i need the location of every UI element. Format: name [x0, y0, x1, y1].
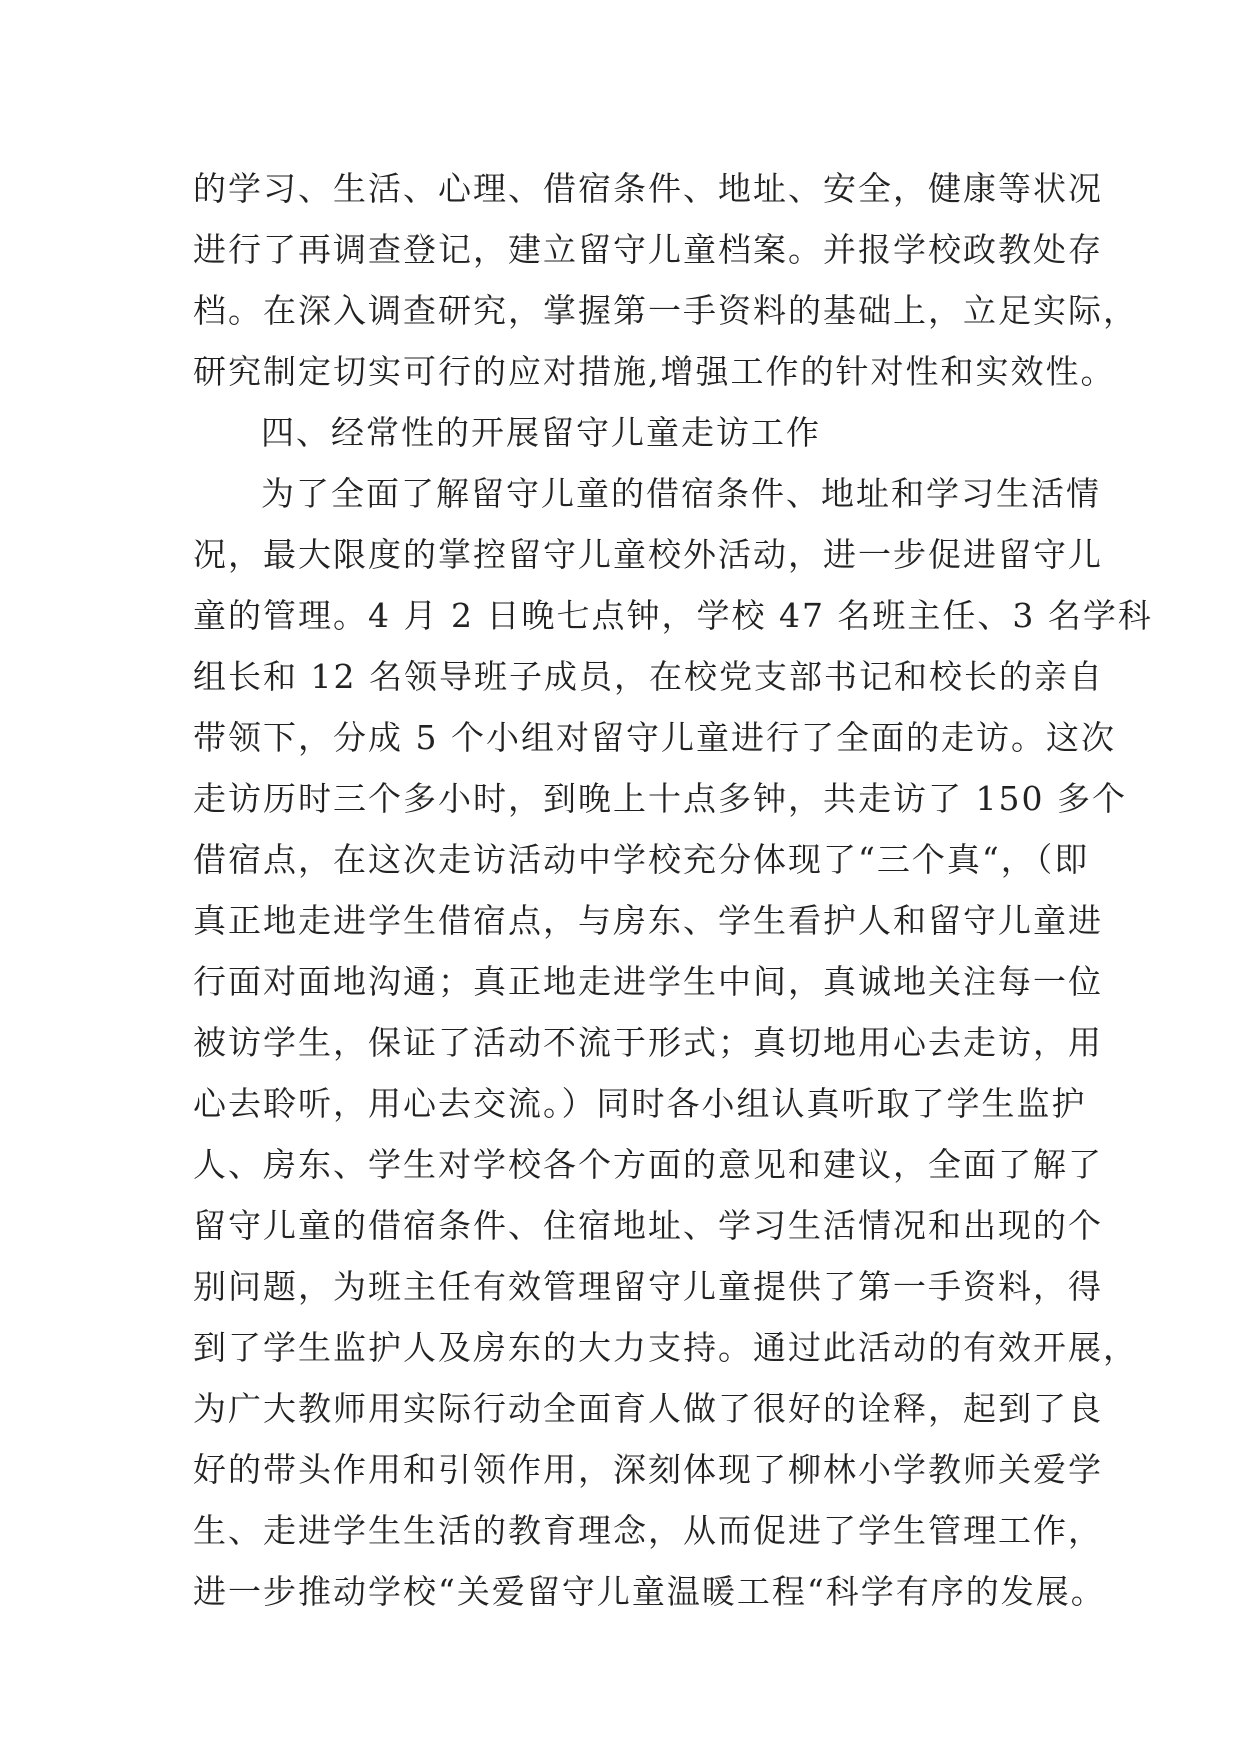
text-line: 走访历时三个多小时，到晚上十点多钟，共走访了 150 多个 [193, 779, 1127, 818]
text-line: 四、经常性的开展留守儿童走访工作 [261, 413, 821, 452]
text-line: 借宿点，在这次走访活动中学校充分体现了“三个真“，（即 [193, 840, 1090, 879]
text-line: 档。在深入调查研究，掌握第一手资料的基础上，立足实际， [193, 291, 1138, 330]
text-line: 真正地走进学生借宿点，与房东、学生看护人和留守儿童进 [193, 901, 1103, 940]
document-body [193, 158, 1153, 1622]
text-line: 进行了再调查登记，建立留守儿童档案。并报学校政教处存 [193, 230, 1103, 269]
text-line: 到了学生监护人及房东的大力支持。通过此活动的有效开展， [193, 1328, 1138, 1367]
text-line: 生、走进学生生活的教育理念，从而促进了学生管理工作， [193, 1511, 1103, 1550]
text-line: 好的带头作用和引领作用，深刻体现了柳林小学教师关爱学 [193, 1450, 1103, 1489]
text-line: 带领下，分成 5 个小组对留守儿童进行了全面的走访。这次 [193, 718, 1116, 757]
text-line: 进一步推动学校“关爱留守儿童温暖工程“科学有序的发展。 [193, 1572, 1106, 1611]
text-line: 况，最大限度的掌控留守儿童校外活动，进一步促进留守儿 [193, 535, 1103, 574]
text-line: 别问题，为班主任有效管理留守儿童提供了第一手资料，得 [193, 1267, 1103, 1306]
text-line: 为广大教师用实际行动全面育人做了很好的诠释，起到了良 [193, 1389, 1103, 1428]
text-line: 研究制定切实可行的应对措施,增强工作的针对性和实效性。 [193, 352, 1116, 391]
text-line: 人、房东、学生对学校各个方面的意见和建议，全面了解了 [193, 1145, 1103, 1184]
text-line: 心去聆听，用心去交流。）同时各小组认真听取了学生监护 [193, 1084, 1087, 1123]
text-line: 留守儿童的借宿条件、住宿地址、学习生活情况和出现的个 [193, 1206, 1103, 1245]
text-line: 组长和 12 名领导班子成员，在校党支部书记和校长的亲自 [193, 657, 1104, 696]
text-line: 行面对面地沟通；真正地走进学生中间，真诚地关注每一位 [193, 962, 1103, 1001]
text-line: 的学习、生活、心理、借宿条件、地址、安全，健康等状况 [193, 169, 1103, 208]
text-line: 被访学生，保证了活动不流于形式；真切地用心去走访，用 [193, 1023, 1103, 1062]
text-line: 童的管理。4 月 2 日晚七点钟，学校 47 名班主任、3 名学科 [193, 596, 1153, 635]
text-line: 为了全面了解留守儿童的借宿条件、地址和学习生活情 [261, 474, 1101, 513]
